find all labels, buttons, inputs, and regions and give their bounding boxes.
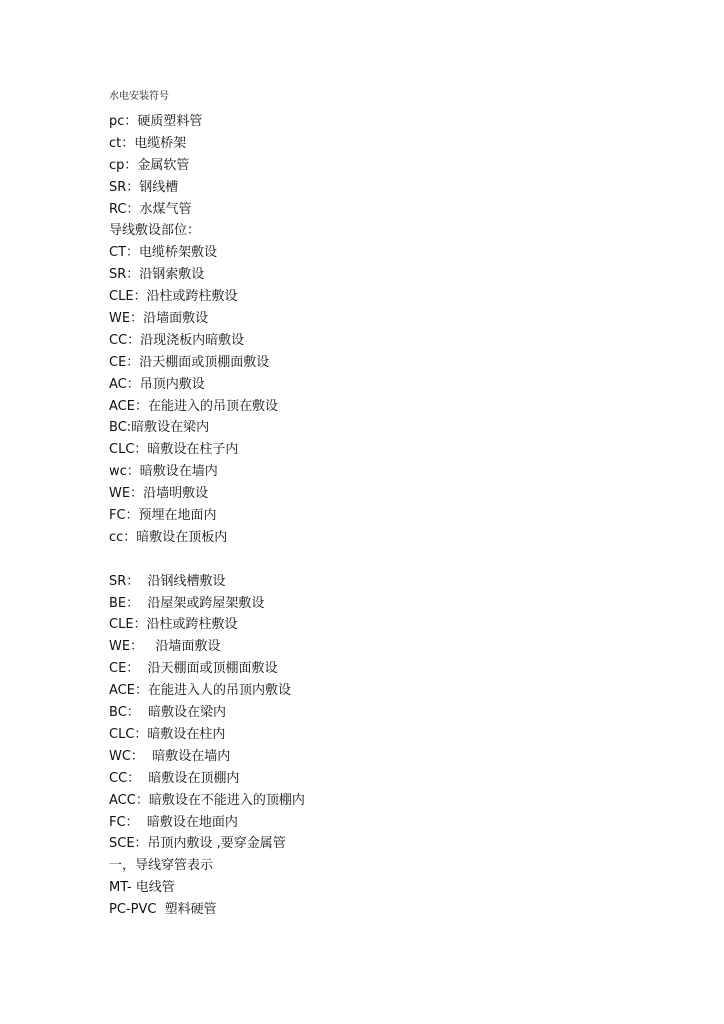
symbol-line: CE：沿天棚面或顶棚面敷设 [109, 354, 270, 370]
symbol-line: SR：钢线槽 [109, 179, 179, 195]
symbol-line: wc：暗敷设在墙内 [109, 464, 218, 480]
symbol-line: ct：电缆桥架 [109, 135, 187, 151]
symbol-line: CLC：暗敷设在柱子内 [109, 442, 239, 458]
symbol-line: pc：硬质塑料管 [109, 114, 203, 129]
symbol-line: AC：吊顶内敷设 [109, 376, 205, 392]
symbol-line: WE：沿墙面敷设 [109, 311, 209, 327]
symbol-line: SR：沿钢索敷设 [109, 267, 205, 283]
symbol-line: CLC：暗敷设在柱内 [109, 726, 226, 742]
symbol-line: BE： 沿屋架或跨屋架敷设 [109, 595, 265, 611]
symbol-line: WE：沿墙明敷设 [109, 486, 209, 502]
symbol-line: WC： 暗敷设在墙内 [109, 748, 231, 764]
symbol-line: MT- 电线管 [109, 880, 175, 896]
symbol-list [109, 111, 305, 921]
symbol-line: ACC：暗敷设在不能进入的顶棚内 [109, 792, 305, 808]
symbol-line: CT：电缆桥架敷设 [109, 245, 218, 261]
symbol-line: CLE：沿柱或跨柱敷设 [109, 289, 238, 305]
symbol-line: FC： 暗敷设在地面内 [109, 814, 238, 830]
symbol-line: CLE：沿柱或跨柱敷设 [109, 617, 238, 633]
symbol-line: SCE：吊顶内敷设 ,要穿金属管 [109, 836, 286, 852]
blank-line [109, 549, 305, 571]
symbol-line: 一，导线穿管表示 [109, 858, 214, 874]
symbol-line: ACE：在能进入人的吊顶内敷设 [109, 683, 291, 699]
symbol-line: SR： 沿钢线槽敷设 [109, 573, 226, 589]
symbol-line: RC：水煤气管 [109, 201, 192, 217]
symbol-line: cc：暗敷设在顶板内 [109, 529, 228, 545]
symbol-line: BC:暗敷设在梁内 [109, 420, 210, 436]
symbol-line: PC-PVC 塑料硬管 [109, 902, 217, 918]
symbol-line: FC：预埋在地面内 [109, 508, 217, 524]
symbol-line: CE： 沿天棚面或顶棚面敷设 [109, 661, 278, 677]
symbol-line: CC： 暗敷设在顶棚内 [109, 770, 240, 786]
document-title: 水电安装符号 [109, 91, 169, 102]
symbol-line: WE： 沿墙面敷设 [109, 639, 221, 655]
symbol-line: 导线敷设部位： [109, 223, 201, 239]
symbol-line: ACE：在能进入的吊顶在敷设 [109, 398, 278, 414]
symbol-line: BC： 暗敷设在梁内 [109, 705, 227, 721]
symbol-line: CC：沿现浇板内暗敷设 [109, 332, 245, 348]
symbol-line: cp：金属软管 [109, 157, 190, 173]
